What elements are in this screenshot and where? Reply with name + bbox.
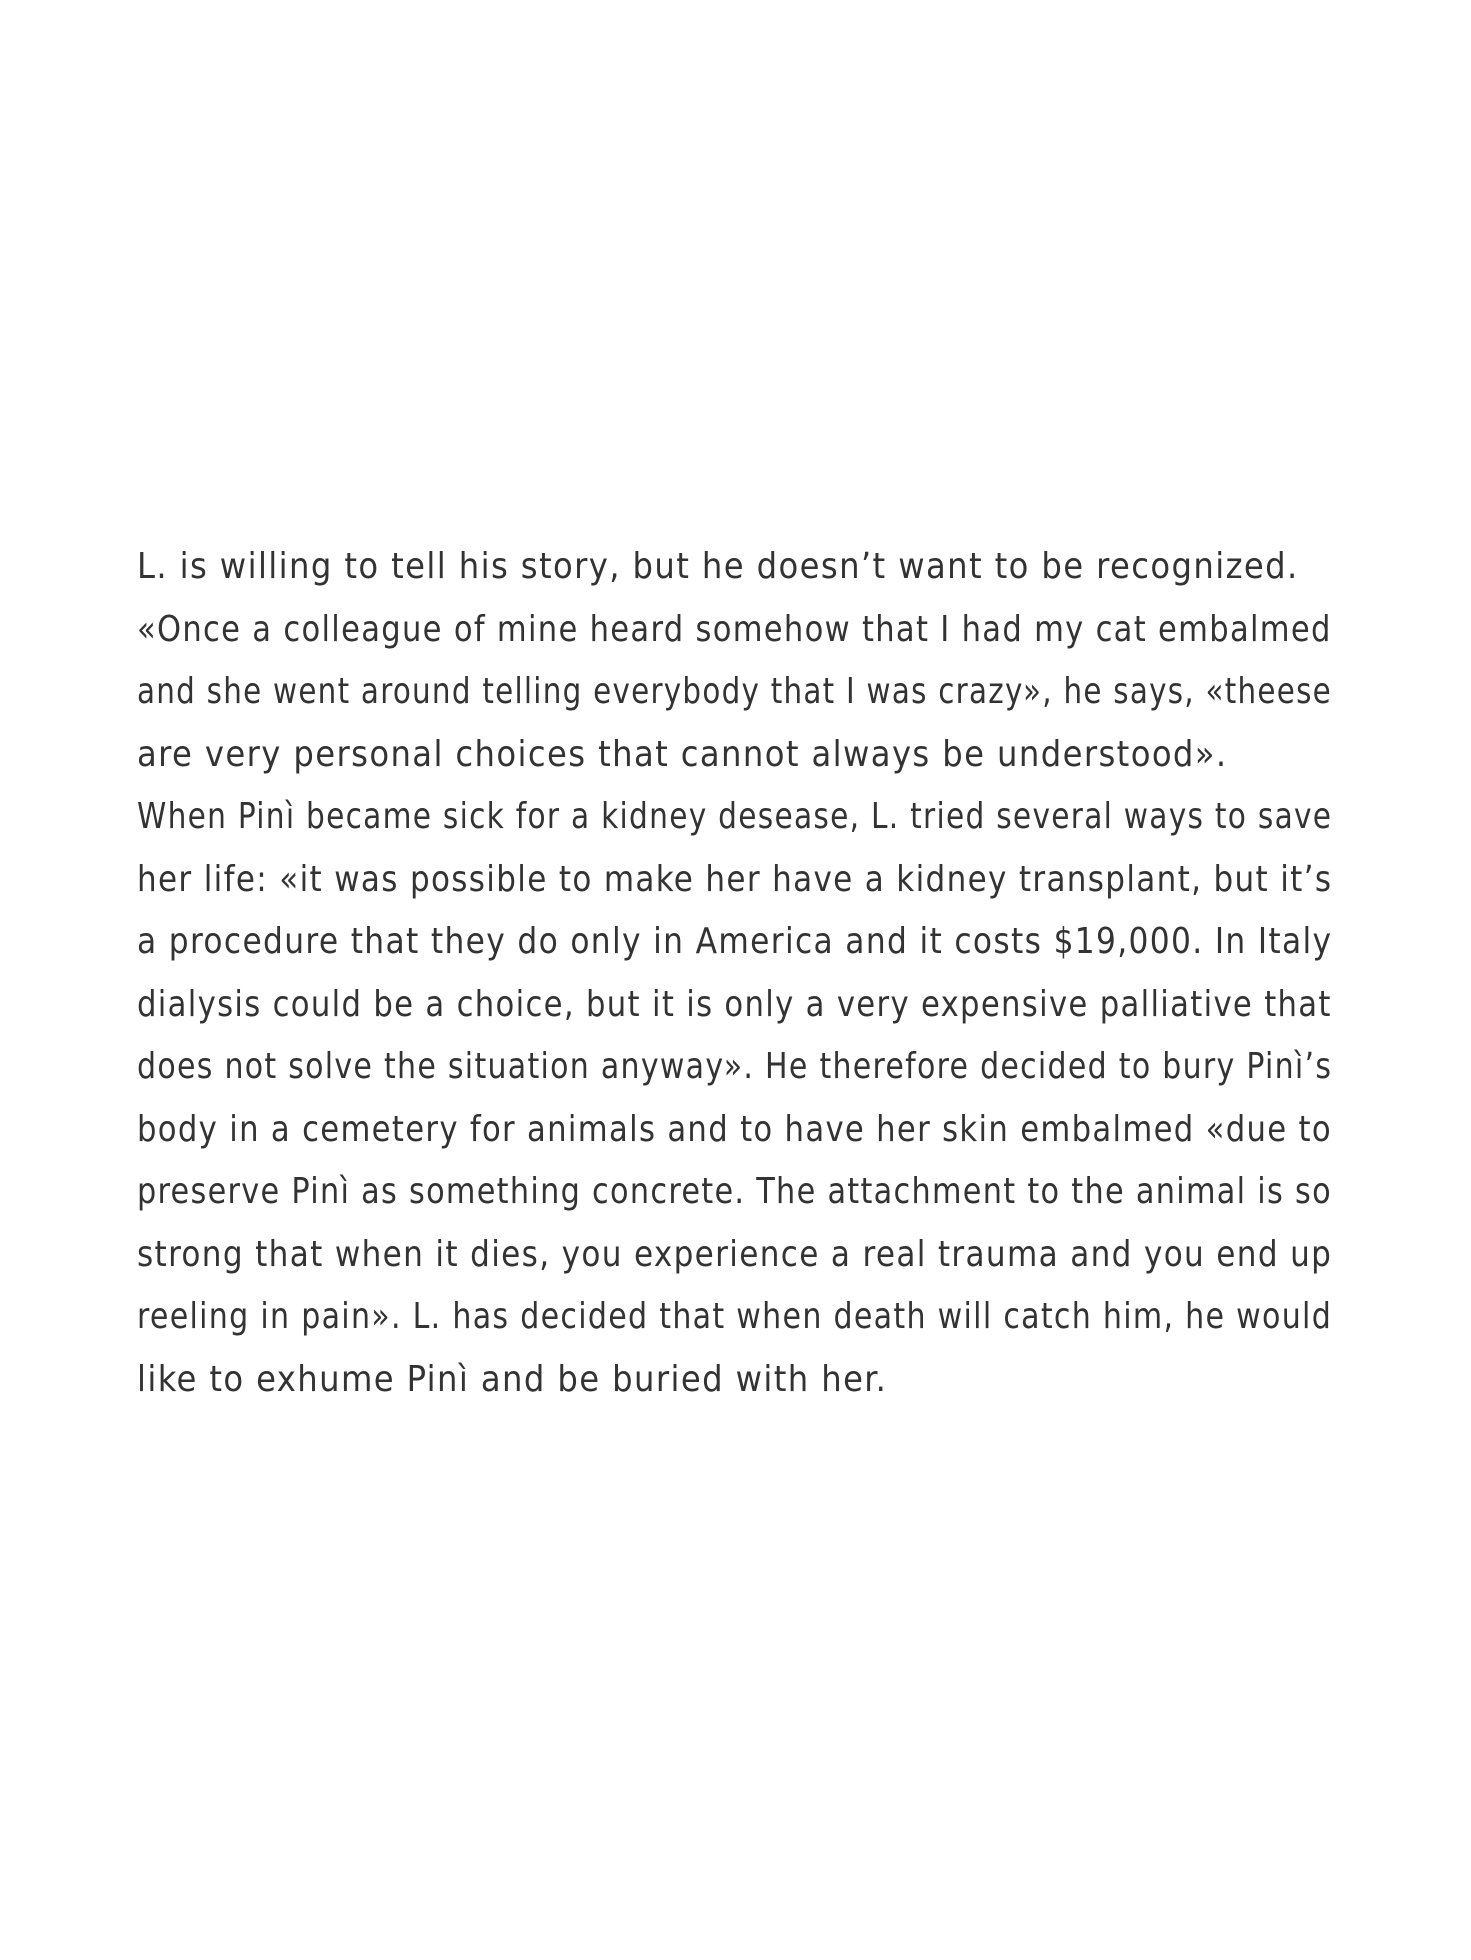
text-line: strong that when it dies, you experience a real trauma and you end up xyxy=(137,1233,1333,1275)
text-line: dialysis could be a choice, but it is only a very expensive palliative that xyxy=(137,983,1332,1025)
text-line: L. is willing to tell his story, but he doesn’t want to be recognized. xyxy=(137,546,1299,587)
text-line: body in a cemetery for animals and to have her skin embalmed «due to xyxy=(137,1108,1332,1150)
text-line: are very personal choices that cannot always be understood». xyxy=(137,733,1228,775)
text-line: «Once a colleague of mine heard somehow that I had my cat embalmed xyxy=(137,608,1332,650)
text-line: reeling in pain». L. has decided that when death will catch him, he would xyxy=(137,1296,1333,1337)
text-line: When Pinì became sick for a kidney desease, L. tried several ways to save xyxy=(137,796,1333,837)
text-line: a procedure that they do only in America and it costs $19,000. In Italy xyxy=(137,921,1333,962)
text-line: does not solve the situation anyway». He therefore decided to bury Pinì’s xyxy=(137,1046,1333,1087)
text-line: her life: «it was possible to make her have a kidney transplant, but it’s xyxy=(137,858,1333,900)
body-text xyxy=(137,536,1337,1411)
text-line: like to exhume Pinì and be buried with her. xyxy=(137,1358,888,1400)
text-line: preserve Pinì as something concrete. The attachment to the animal is so xyxy=(137,1171,1332,1212)
text-line: and she went around telling everybody that I was crazy», he says, «theese xyxy=(137,671,1333,712)
